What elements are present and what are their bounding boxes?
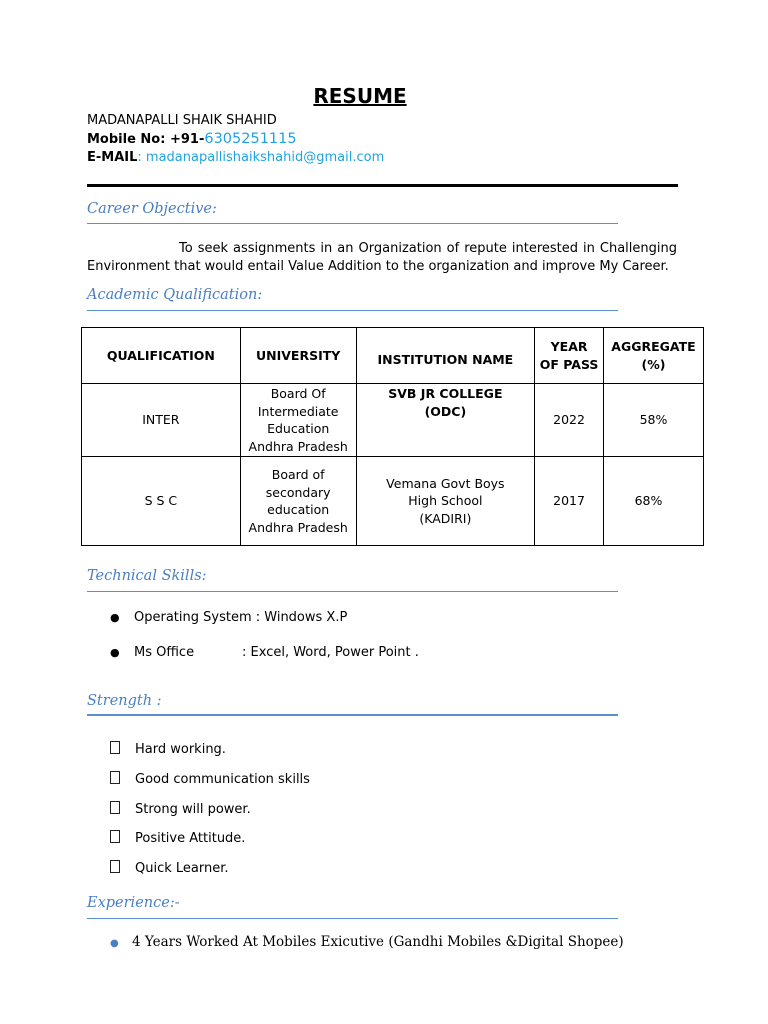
cell-year: 2017 [535,457,604,546]
strength-text: Hard working. [135,742,226,757]
cell-year: 2022 [535,384,604,457]
email-label: E-MAIL [87,150,138,165]
list-item [110,860,229,876]
candidate-name: MADANAPALLI SHAIK SHAHID [87,113,277,128]
strength-text: Good communication skills [135,772,310,787]
cell-university [240,457,356,546]
institution-line: High School [408,493,483,509]
university-line: education [267,502,330,517]
strength-underline [87,714,618,716]
bullet-icon: ● [110,938,119,949]
experience-underline [87,918,618,919]
cell-qualification: S S C [82,457,241,546]
list-item [110,830,245,846]
email-link[interactable]: madanapallishaikshahid@gmail.com [145,150,385,165]
university-line: Andhra Pradesh [248,438,348,454]
technical-skills-heading: Technical Skills: [87,568,207,584]
checkbox-glyph-icon [110,741,120,754]
list-item [110,741,226,757]
list-item [110,610,347,625]
cell-aggregate: 58% [604,384,704,457]
col-institution: INSTITUTION NAME [356,328,535,384]
technical-skills-underline [87,591,618,592]
checkbox-glyph-icon [110,830,120,843]
checkbox-glyph-icon [110,771,120,784]
career-objective-text: To seek assignments in an Organization of repute interested in Challenging Environment that would entail Value Addition to the organization and improve My Career. [87,241,677,274]
table-row [82,384,704,457]
university-line: Board Of [270,386,326,401]
experience-heading: Experience:- [87,895,180,911]
bullet-icon: ● [110,611,120,624]
academic-underline [87,310,618,311]
list-item [110,801,251,817]
cell-aggregate: 68% [604,457,704,546]
strength-text: Quick Learner. [135,861,229,876]
strength-text: Strong will power. [135,802,251,817]
table-row [82,457,704,546]
university-line: secondary [265,484,331,500]
email-line [87,150,384,165]
institution-line: (KADIRI) [419,510,472,526]
mobile-line [87,131,297,147]
list-item [110,934,624,950]
checkbox-glyph-icon [110,801,120,814]
institution-line: Vemana Govt Boys [386,475,505,491]
resume-title: RESUME [313,84,407,108]
qualification-table [81,327,704,546]
table-header-row [82,328,704,384]
cell-institution [356,384,535,457]
cell-qualification: INTER [82,384,241,457]
strength-heading: Strength : [87,693,162,709]
col-year: YEAR OF PASS [535,328,604,384]
skill-value: : Windows X.P [255,610,348,625]
university-line: Board of [271,467,325,482]
experience-text: 4 Years Worked At Mobiles Exicutive (Gandhi Mobiles &Digital Shopee) [132,934,624,950]
bullet-icon: ● [110,646,120,659]
institution-line: SVB JR COLLEGE [388,386,503,401]
skill-value: : Excel, Word, Power Point . [242,645,419,660]
checkbox-glyph-icon [110,860,120,873]
institution-line: (ODC) [424,403,467,419]
list-item [110,771,310,787]
col-university: UNIVERSITY [240,328,356,384]
col-qualification: QUALIFICATION [82,328,241,384]
strength-text: Positive Attitude. [135,831,246,846]
cell-institution [356,457,535,546]
career-objective-heading: Career Objective: [87,201,217,217]
col-aggregate: AGGREGATE (%) [604,328,704,384]
university-line: Andhra Pradesh [248,519,348,535]
email-separator: : [137,150,146,165]
header-divider [87,184,678,187]
skill-label: Ms Office [134,645,195,660]
university-line: Education [267,421,330,436]
mobile-number: 6305251115 [204,131,297,147]
career-objective-underline [87,223,618,224]
academic-heading: Academic Qualification: [87,287,263,303]
university-line: Intermediate [257,403,339,419]
list-item [110,645,419,660]
cell-university [240,384,356,457]
mobile-label: Mobile No: +91- [87,132,205,147]
skill-label: Operating System [134,610,252,625]
